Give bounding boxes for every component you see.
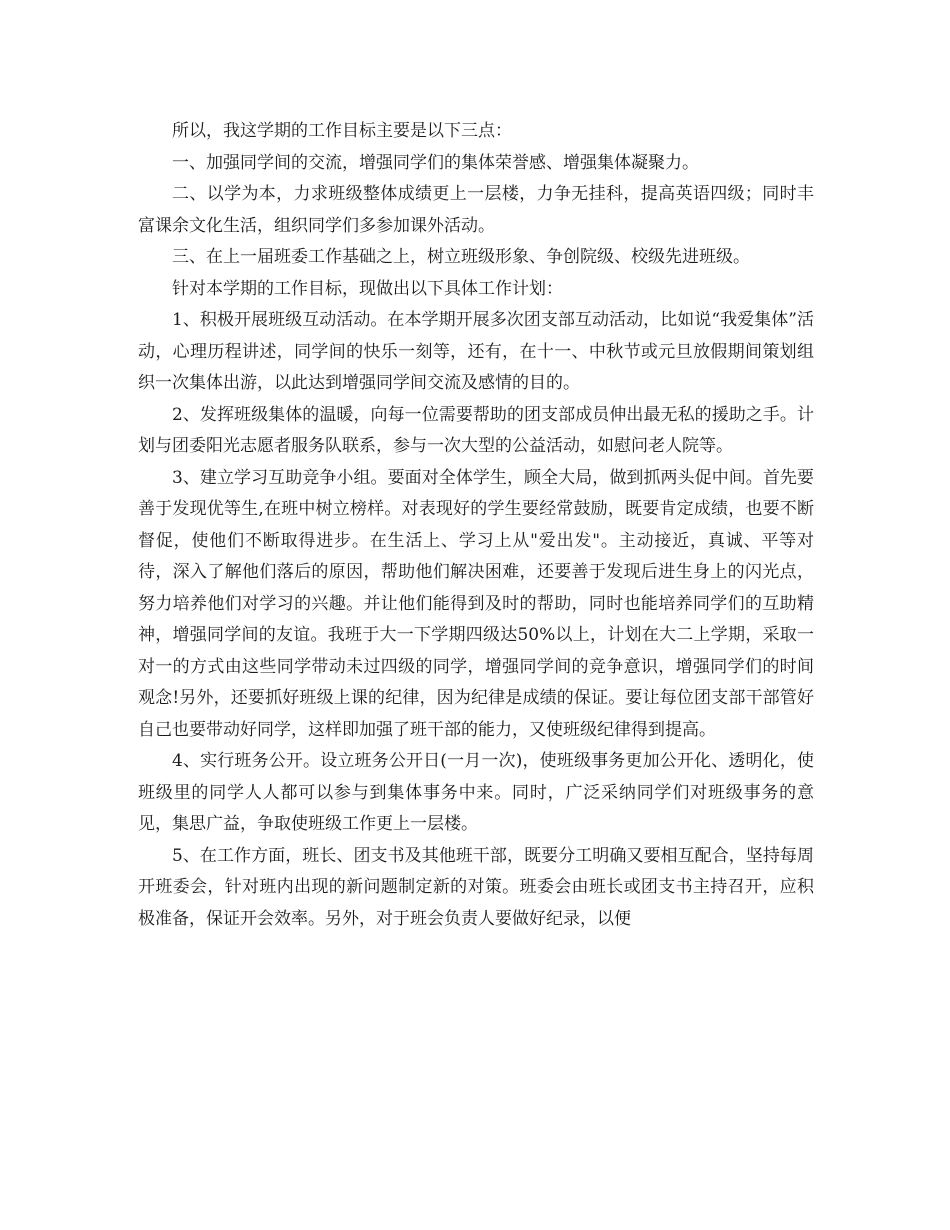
document-body — [138, 116, 814, 935]
paragraph-intro: 所以，我这学期的工作目标主要是以下三点： — [172, 121, 512, 141]
paragraph-plan-intro: 针对本学期的工作目标，现做出以下具体工作计划： — [172, 278, 563, 299]
paragraph-plan-4: 4、实行班务公开。设立班务公开日(一月一次)，使班级事务更加公开化、透明化，使班级里的同学人人都可以参与到集体事务中来。同时，广泛采纳同学们对班级事务的意见，集思广益，争取使班级工作更上一层楼。 — [138, 751, 814, 834]
paragraph-goal-2: 二、以学为本，力求班级整体成绩更上一层楼，力争无挂科，提高英语四级；同时丰富课余文化生活，组织同学们多参加课外活动。 — [138, 184, 814, 236]
paragraph-plan-3: 3、建立学习互助竞争小组。要面对全体学生，顾全大局，做到抓两头促中间。首先要善于发现优等生,在班中树立榜样。对表现好的学生要经常鼓励，既要肯定成绩，也要不断督促，使他们不断取得进步。在生活上、学习上从"爱出发"。主动接近，真诚、平等对待，深入了解他们落后的原因，帮助他们解决困难，还要善于发现后进生身上的闪光点，努力培养他们对学习的兴趣。并让他们能得到及时的帮助，同时也能培养同学们的互助精神，增强同学间的友谊。我班于大一下学期四级达50%以上，计划在大二上学期，采取一对一的方式由这些同学带动未过四级的同学，增强同学间的竞争意识，增强同学们的时间观念!另外，还要抓好班级上课的纪律，因为纪律是成绩的保证。要让每位团支部干部管好自己也要带动好同学，这样即加强了班干部的能力，又使班级纪律得到提高。 — [138, 467, 814, 740]
paragraph-goal-1: 一、加强同学间的交流，增强同学们的集体荣誉感、增强集体凝聚力。 — [172, 152, 699, 173]
paragraph-goal-3: 三、在上一届班委工作基础之上，树立班级形象、争创院级、校级先进班级。 — [172, 247, 750, 267]
paragraph-plan-2: 2、发挥班级集体的温暖，向每一位需要帮助的团支部成员伸出最无私的援助之手。计划与团委阳光志愿者服务队联系，参与一次大型的公益活动，如慰问老人院等。 — [138, 404, 814, 456]
paragraph-plan-5: 5、在工作方面，班长、团支书及其他班干部，既要分工明确又要相互配合，坚持每周开班委会，针对班内出现的新问题制定新的对策。班委会由班长或团支书主持召开，应积极准备，保证开会效率。另外，对于班会负责人要做好纪录，以便 — [138, 845, 814, 929]
paragraph-plan-1: 1、积极开展班级互动活动。在本学期开展多次团支部互动活动，比如说“我爱集体”活动，心理历程讲述，同学间的快乐一刻等，还有，在十一、中秋节或元旦放假期间策划组织一次集体出游，以此达到增强同学间交流及感情的目的。 — [138, 310, 814, 393]
